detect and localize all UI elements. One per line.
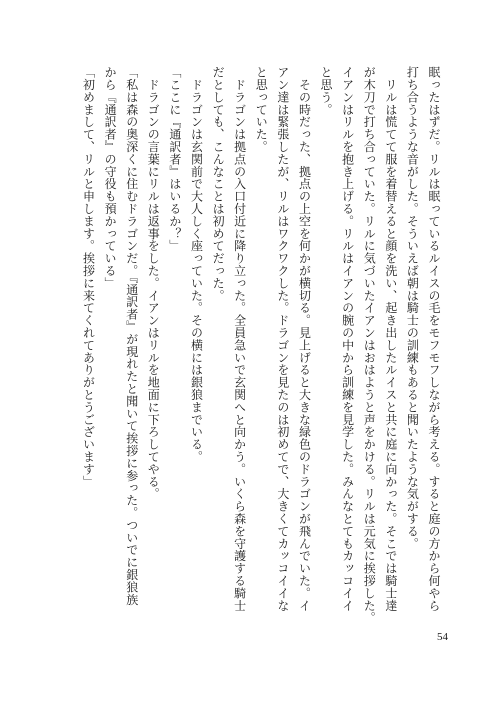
text-line: 打ち合うような音がした。そういえば朝は騎士の訓練もあると聞いたような気がする。	[405, 66, 420, 550]
text-line: アン達は緊張したが、リルはワクワクした。ドラゴンを見たのは初めてで、大きくてカッコイイな	[275, 66, 290, 612]
text-line: 「初めまして、リルと申します。挨拶に来てくれてありがとうございます」	[81, 66, 96, 488]
body-text	[77, 66, 444, 624]
text-line: イアンはリルを抱き上げる。リルはイアンの腕の中から訓練を見学した。みんなとてもカッコイイ	[340, 66, 355, 612]
text-line: リルは慌てて服を着替えると顔を洗い、起き出したルイスと共に庭に向かった。そこでは騎士達	[383, 66, 398, 612]
text-line: 「私は森の奥深くに住むドラゴンだ。『通訳者』が現れたと聞いて挨拶に参った。ついでに銀狼族	[124, 66, 139, 606]
text-line: が木刀で打ち合っていた。リルに気づいたイアンはおはようと声をかける。リルは元気に挨拶した。	[362, 66, 377, 624]
text-line: ドラゴンは拠点の入口付近に降り立った。全員急いで玄関へと向かう。いくら森を守護する騎士	[232, 66, 247, 612]
text-line: その時だった、拠点の上空を何かが横切る。見上げると大きな緑色のドラゴンが飛んでいた。イ	[297, 66, 312, 612]
text-line: と思っていた。	[254, 66, 269, 153]
text-line: だとしても、こんなことは初めてだった。	[211, 66, 226, 302]
text-line: 「ここに『通訳者』はいるか？」	[167, 66, 182, 252]
text-line: から『通訳者』の守役も預かっている」	[103, 66, 118, 290]
page-number: 54	[437, 631, 448, 643]
text-line: ドラゴンの言葉にリルは返事をした。イアンはリルを地面に下ろしてやる。	[146, 66, 161, 500]
text-line: と思う。	[319, 66, 334, 116]
text-line: ドラゴンは玄関前で大人しく座っていた。その横には銀狼までいる。	[189, 66, 204, 463]
text-line: 眠ったはずだ。リルは眠っているルイスの毛をモフモフしながら考える。すると庭の方から何やら	[427, 66, 441, 612]
